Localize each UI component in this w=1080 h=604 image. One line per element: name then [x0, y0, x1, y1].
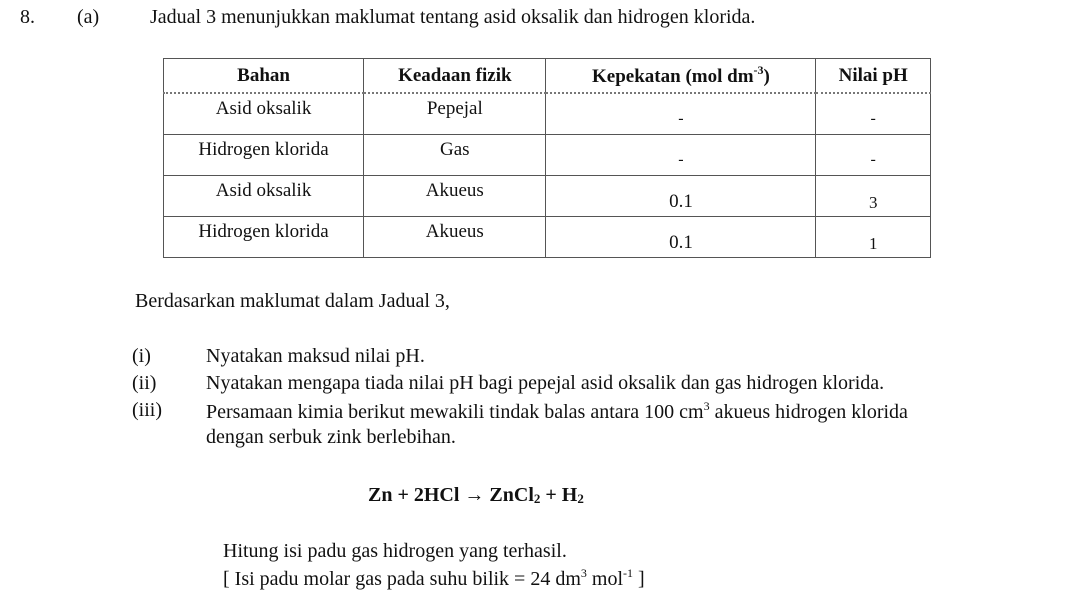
cell-ph: -	[870, 110, 876, 127]
cell-concentration: -	[678, 151, 684, 168]
subquestion-ii-text: Nyatakan mengapa tiada nilai pH bagi pepejal asid oksalik dan gas hidrogen klorida.	[206, 372, 885, 394]
cell-concentration: -	[678, 110, 684, 127]
cell-substance: Hidrogen klorida	[198, 221, 329, 242]
molar-volume-prefix: [ Isi padu molar gas pada suhu bilik = 24 dm	[223, 568, 581, 590]
cell-concentration: 0.1	[669, 232, 693, 253]
molar-volume-note	[223, 566, 645, 591]
question-number: 8.	[20, 6, 35, 28]
cell-state: Gas	[440, 139, 470, 160]
based-on-text: Berdasarkan maklumat dalam Jadual 3,	[135, 290, 450, 312]
subquestion-iii-text-b: dengan serbuk zink berlebihan.	[206, 426, 456, 448]
equation-arrow: →	[464, 484, 485, 506]
header-concentration-exponent: -3	[753, 63, 764, 77]
cell-state: Akueus	[425, 221, 484, 242]
table-row	[164, 176, 931, 217]
header-physical-state: Keadaan fizik	[364, 59, 546, 94]
equation-reactants: Zn + 2HCl	[368, 484, 460, 506]
question-part-label: (a)	[77, 6, 100, 28]
header-ph: Nilai pH	[816, 59, 931, 94]
subquestion-i-label: (i)	[132, 345, 151, 367]
header-concentration	[546, 59, 816, 94]
molar-volume-exponent-1: 3	[580, 566, 587, 580]
equation-hydrogen: + H	[540, 484, 578, 506]
question-intro: Jadual 3 menunjukkan maklumat tentang asid oksalik dan hidrogen klorida.	[150, 6, 756, 28]
subquestion-iii-text	[206, 399, 908, 424]
table-row	[164, 135, 931, 176]
subquestion-i-text: Nyatakan maksud nilai pH.	[206, 345, 425, 367]
header-concentration-label: Kepekatan (mol dm	[592, 66, 754, 87]
subquestion-iii-label: (iii)	[132, 399, 162, 421]
equation-product: ZnCl	[489, 484, 534, 506]
cell-substance: Hidrogen klorida	[198, 139, 329, 160]
subquestion-ii-label: (ii)	[132, 372, 157, 394]
data-table	[163, 58, 931, 258]
table-header-row	[164, 59, 931, 94]
equation-hydrogen-subscript: 2	[577, 491, 584, 506]
subquestion-iii-text-a-end: akueus hidrogen klorida	[709, 401, 908, 423]
table-row	[164, 217, 931, 258]
molar-volume-suffix: ]	[633, 568, 645, 590]
cell-substance: Asid oksalik	[215, 180, 312, 201]
molar-volume-unit: mol	[586, 568, 624, 590]
cell-substance: Asid oksalik	[215, 98, 312, 119]
cell-ph: -	[870, 151, 876, 168]
subquestion-iii-text-a: Persamaan kimia berikut mewakili tindak balas antara 100 cm	[206, 401, 704, 423]
header-substance: Bahan	[164, 59, 364, 94]
calculate-instruction: Hitung isi padu gas hidrogen yang terhasil.	[223, 540, 567, 562]
subquestion-iii-exponent: 3	[703, 399, 710, 413]
header-concentration-close: )	[763, 66, 770, 87]
table-row	[164, 93, 931, 135]
cell-ph: 1	[868, 234, 878, 253]
cell-state: Pepejal	[426, 98, 483, 119]
chemical-equation	[368, 484, 584, 507]
cell-state: Akueus	[425, 180, 484, 201]
molar-volume-exponent-2: -1	[623, 566, 634, 580]
cell-concentration: 0.1	[669, 191, 693, 212]
cell-ph: 3	[868, 193, 878, 212]
equation-product-subscript: 2	[533, 491, 541, 506]
